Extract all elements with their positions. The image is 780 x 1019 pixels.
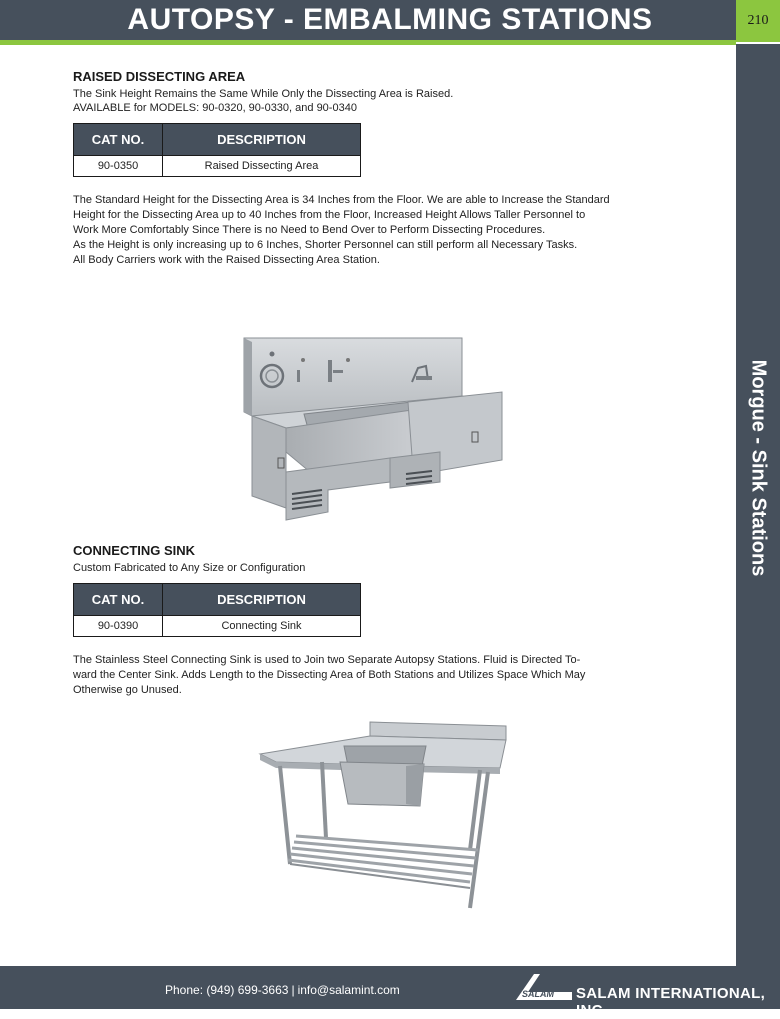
table-row bbox=[74, 616, 361, 637]
paragraph-line: The Standard Height for the Dissecting Area is 34 Inches from the Floor. We are able to Increase the Standard bbox=[73, 194, 610, 206]
table-header-row bbox=[74, 584, 361, 616]
description-cell: Raised Dissecting Area bbox=[163, 156, 361, 177]
section-heading-connecting-sink: CONNECTING SINK bbox=[73, 543, 196, 558]
paragraph-line: Work More Comfortably Since There is no Need to Bend Over to Perform Dissecting Procedures. bbox=[73, 224, 546, 236]
column-header-description: DESCRIPTION bbox=[163, 584, 361, 616]
header-accent-stripe bbox=[0, 40, 736, 45]
raised-dissecting-station-image bbox=[240, 332, 508, 526]
paragraph-line: ward the Center Sink. Adds Length to the Dissecting Area of Both Stations and Utilizes Space Which May bbox=[73, 669, 586, 681]
paragraph-line: The Stainless Steel Connecting Sink is used to Join two Separate Autopsy Stations. Fluid is Directed To- bbox=[73, 654, 581, 666]
paragraph-line: All Body Carriers work with the Raised Dissecting Area Station. bbox=[73, 254, 380, 266]
table-header-row bbox=[74, 124, 361, 156]
email-link[interactable]: info@salamint.com bbox=[297, 983, 400, 997]
section-heading-raised-dissecting-area: RAISED DISSECTING AREA bbox=[73, 69, 246, 84]
paragraph-line: Height for the Dissecting Area up to 40 Inches from the Floor, Increased Height Allows Taller Personnel to bbox=[73, 209, 586, 221]
table-row bbox=[74, 156, 361, 177]
footer-contact bbox=[165, 983, 400, 997]
paragraph-line: As the Height is only increasing up to 6 Inches, Shorter Personnel can still perform all Necessary Tasks. bbox=[73, 239, 578, 251]
column-header-description: DESCRIPTION bbox=[163, 124, 361, 156]
column-header-cat-no: CAT NO. bbox=[74, 584, 163, 616]
raised-description-paragraph bbox=[73, 193, 633, 268]
connecting-description-paragraph bbox=[73, 653, 633, 698]
connecting-sink-image bbox=[256, 718, 512, 912]
page-number: 210 bbox=[747, 13, 769, 28]
column-header-cat-no: CAT NO. bbox=[74, 124, 163, 156]
cat-no-cell: 90-0350 bbox=[74, 156, 163, 177]
section-models-note: AVAILABLE for MODELS: 90-0320, 90-0330, and 90-0340 bbox=[73, 102, 357, 114]
side-tab-label: Morgue - Sink Stations bbox=[747, 359, 770, 577]
section-subtitle: The Sink Height Remains the Same While Only the Dissecting Area is Raised. bbox=[73, 88, 454, 100]
section-subtitle: Custom Fabricated to Any Size or Configuration bbox=[73, 562, 306, 574]
paragraph-line: Otherwise go Unused. bbox=[73, 684, 182, 696]
catalog-table-raised bbox=[73, 123, 361, 177]
catalog-table-connecting bbox=[73, 583, 361, 637]
company-name: SALAM INTERNATIONAL, INC. bbox=[576, 985, 766, 1019]
contact-separator: | bbox=[291, 983, 295, 997]
logo-wordmark: SALAM bbox=[522, 989, 554, 999]
page-title: AUTOPSY - EMBALMING STATIONS bbox=[127, 3, 653, 36]
cat-no-cell: 90-0390 bbox=[74, 616, 163, 637]
description-cell: Connecting Sink bbox=[163, 616, 361, 637]
phone-number: Phone: (949) 699-3663 bbox=[165, 983, 289, 997]
